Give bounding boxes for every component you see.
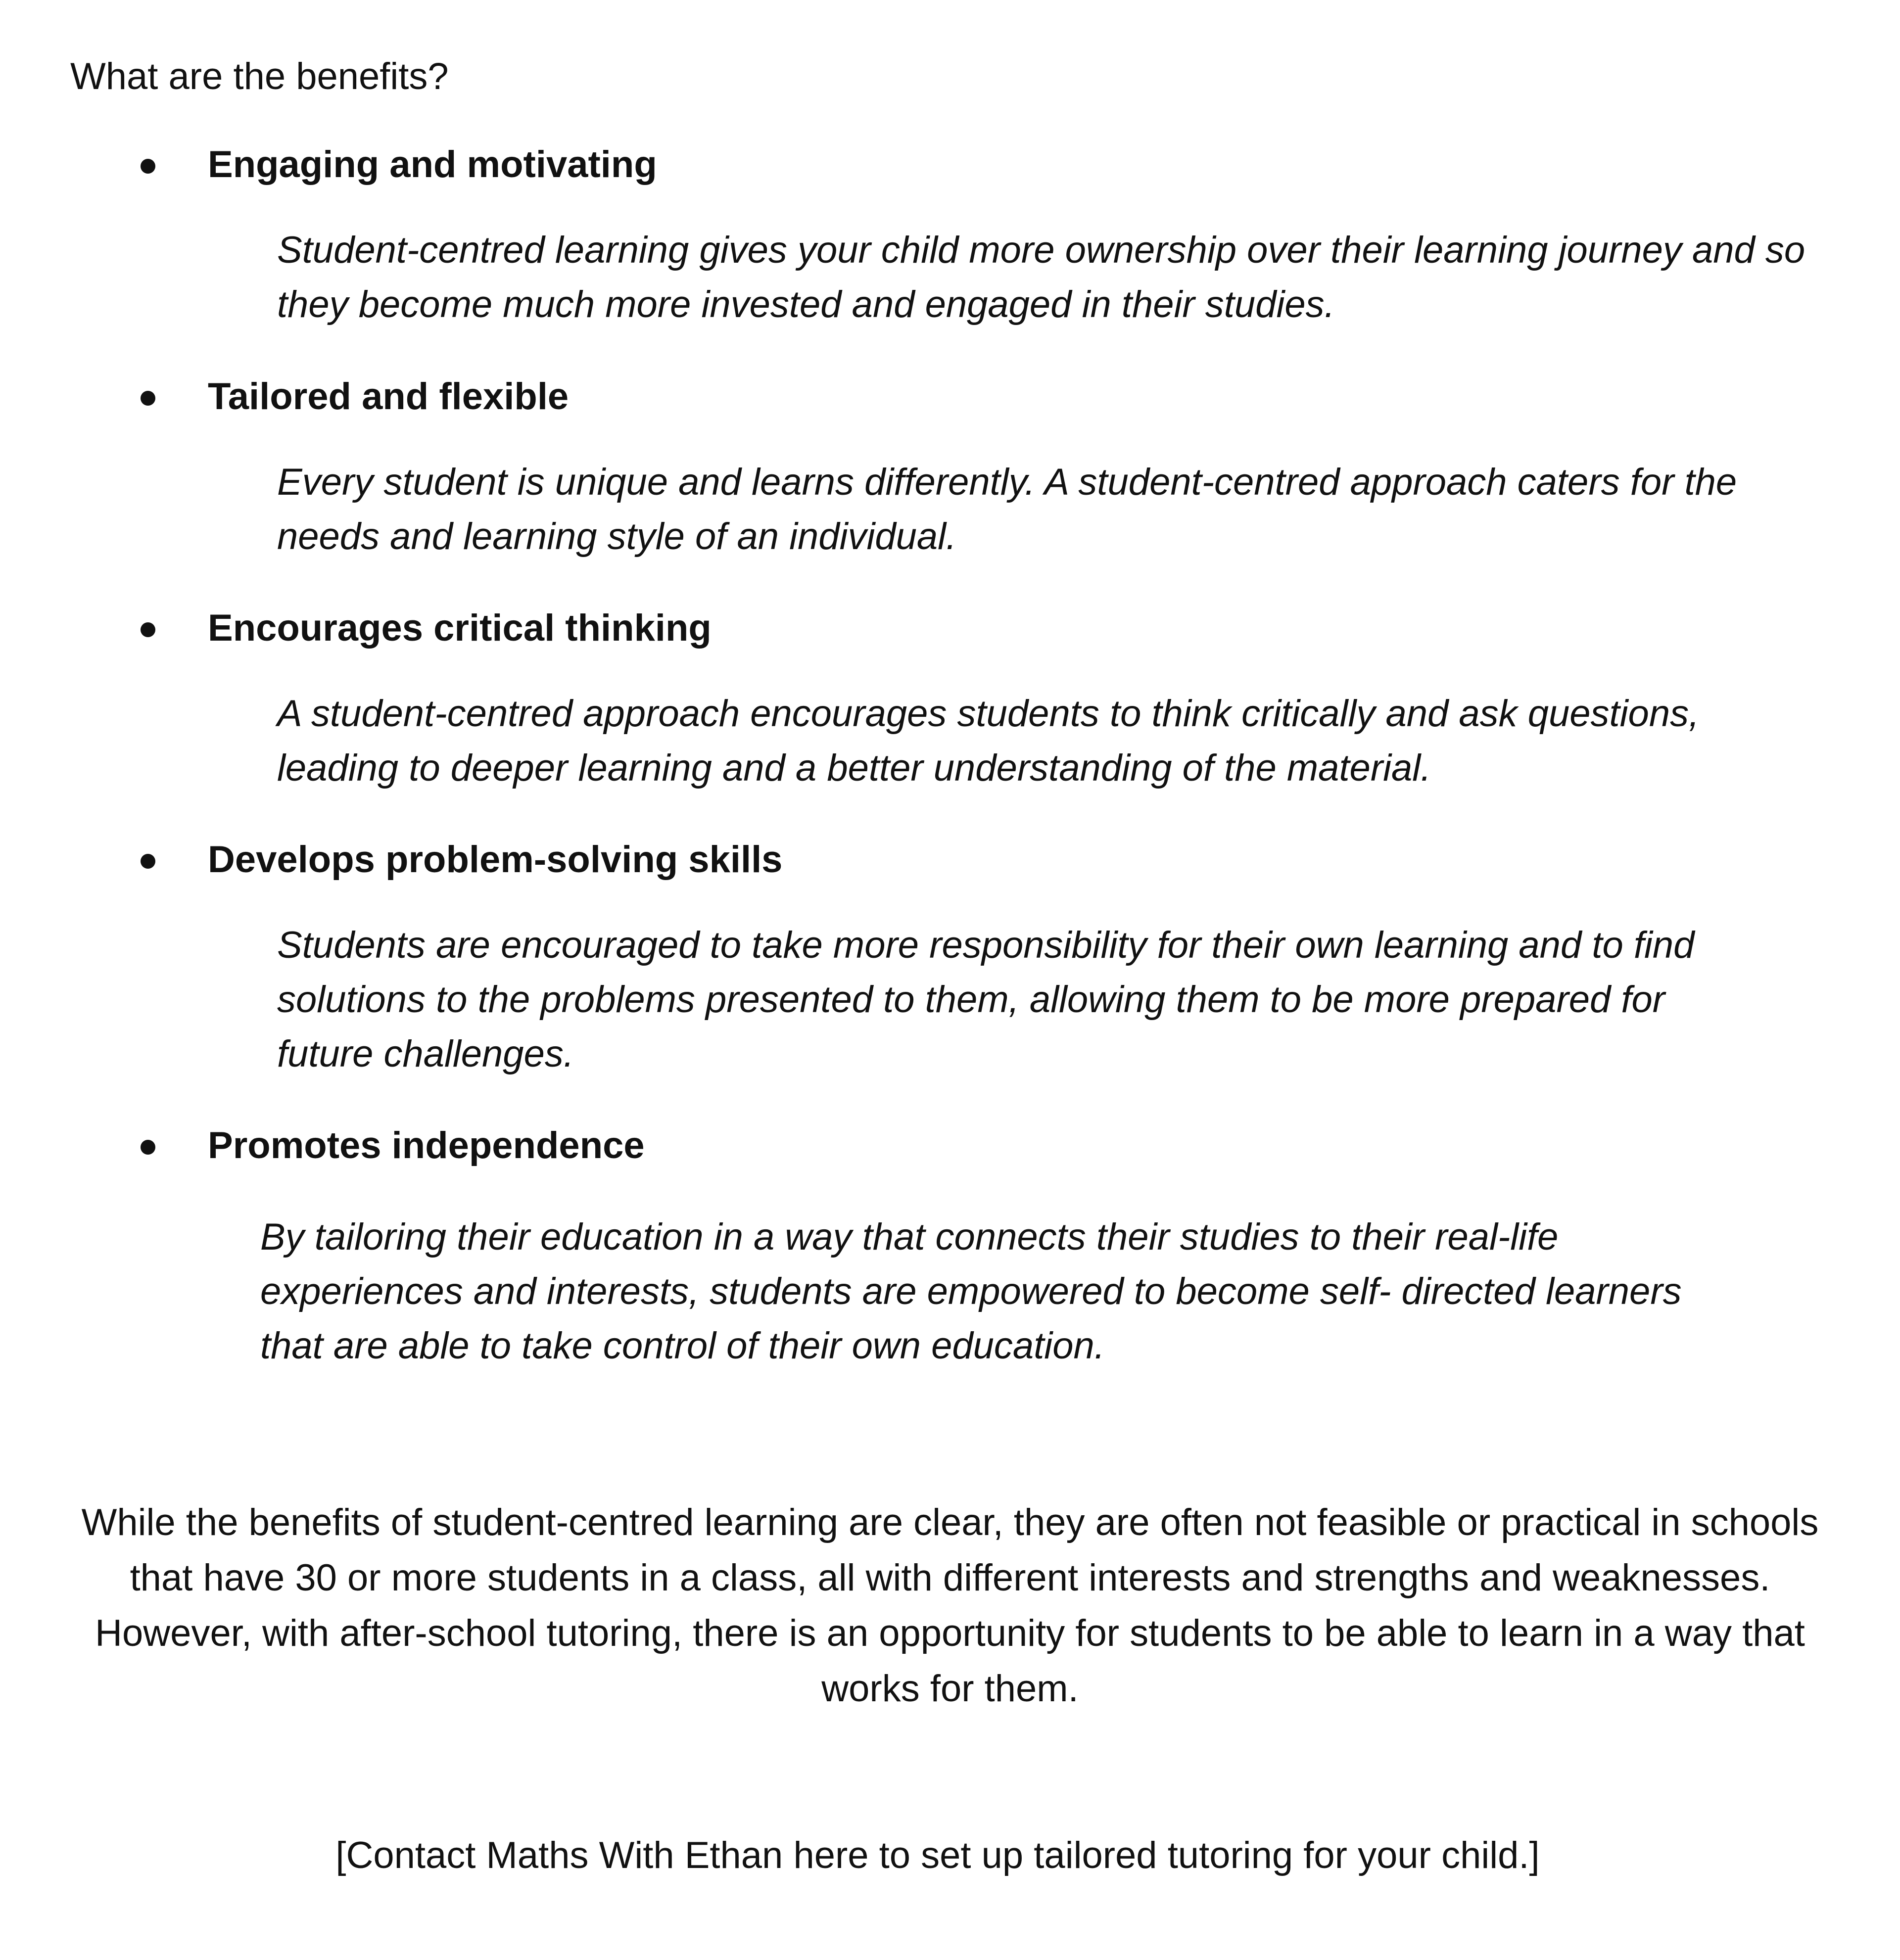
benefit-title: Develops problem-solving skills [208,839,783,881]
benefit-title: Promotes independence [208,1124,645,1167]
bullet-icon [141,854,155,869]
benefit-description: By tailoring their education in a way that connects their studies to their real-life experiences and interests, students are empowered to become self- directed learners that are able to take control of their own education. [260,1216,1682,1367]
bullet-icon [141,622,155,637]
bullet-row [0,140,1900,189]
benefit-description: Students are encouraged to take more responsibility for their own learning and to find solutions to the problems presented to them, allowing them to be more prepared for future challenges. [277,924,1695,1075]
contact-call-to-action: [Contact Maths With Ethan here to set up tailored tutoring for your child.] [335,1834,1540,1876]
bullet-row [0,372,1900,421]
benefit-description: A student-centred approach encourages students to think critically and ask questions, leading to deeper learning and a better understanding of the material. [277,693,1700,789]
bullet-icon [141,159,155,174]
bullet-icon [141,391,155,406]
bullet-row [0,835,1900,885]
benefit-title: Engaging and motivating [208,143,657,186]
benefit-title: Encourages critical thinking [208,607,712,649]
intro-heading: What are the benefits? [70,55,449,97]
benefit-title: Tailored and flexible [208,375,569,418]
bullet-row [0,1121,1900,1170]
bullet-icon [141,1140,155,1155]
benefit-description: Student-centred learning gives your child more ownership over their learning journey and so they become much more invested and engaged in their studies. [277,229,1805,326]
closing-paragraph: While the benefits of student-centred learning are clear, they are often not feasible or practical in schools that have 30 or more students in a class, all with different interests and strengths and weaknesses. However, with after-school tutoring, there is an opportunity for students to be able to learn in a way that works for them. [81,1501,1819,1710]
bullet-row [0,604,1900,653]
benefit-description: Every student is unique and learns differently. A student-centred approach caters for the needs and learning style of an individual. [277,461,1737,558]
